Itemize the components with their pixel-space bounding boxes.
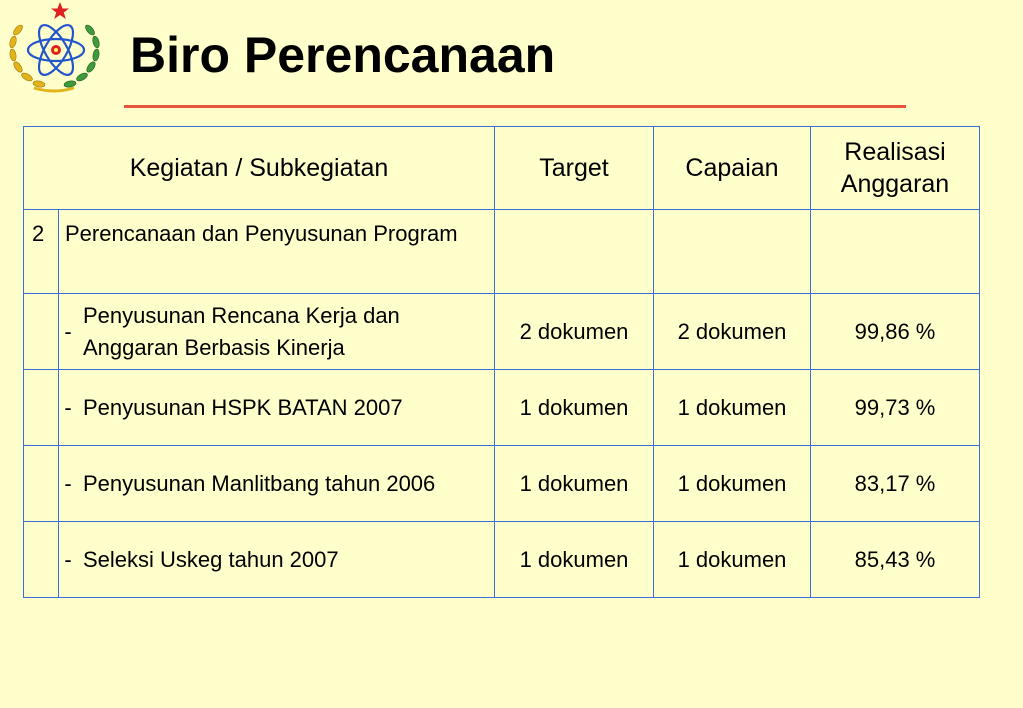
subactivity-target: 2 dokumen (495, 294, 654, 370)
activity-target-cell (495, 210, 654, 294)
subactivity-name: Penyusunan HSPK BATAN 2007 (77, 370, 495, 446)
header-realisasi: Realisasi Anggaran (811, 127, 980, 210)
subactivity-target: 1 dokumen (495, 446, 654, 522)
table-row-main-activity (24, 210, 980, 294)
subactivity-target: 1 dokumen (495, 370, 654, 446)
table-row (24, 294, 980, 370)
header-capaian: Capaian (654, 127, 811, 210)
activity-name: Perencanaan dan Penyusunan Program (59, 210, 495, 294)
subactivity-target: 1 dokumen (495, 522, 654, 598)
header-target: Target (495, 127, 654, 210)
subactivity-name: Seleksi Uskeg tahun 2007 (77, 522, 495, 598)
table-cell-empty (24, 370, 59, 446)
atom-emblem-icon (4, 0, 104, 96)
bullet-dash: - (59, 522, 78, 598)
subactivity-capaian: 1 dokumen (654, 370, 811, 446)
subactivity-capaian: 1 dokumen (654, 446, 811, 522)
activity-realisasi-cell (811, 210, 980, 294)
bullet-dash: - (59, 446, 78, 522)
star-icon (51, 2, 69, 19)
table-cell-empty (24, 522, 59, 598)
activity-number: 2 (24, 210, 59, 294)
table-row (24, 522, 980, 598)
page-title: Biro Perencanaan (130, 27, 556, 83)
table-cell-empty (24, 294, 59, 370)
bullet-dash: - (59, 370, 78, 446)
logo-graphic (4, 0, 104, 96)
subactivity-capaian: 1 dokumen (654, 522, 811, 598)
subactivity-realisasi: 85,43 % (811, 522, 980, 598)
subactivity-name: Penyusunan Manlitbang tahun 2006 (77, 446, 495, 522)
activity-table (23, 126, 980, 598)
header-kegiatan: Kegiatan / Subkegiatan (24, 127, 495, 210)
table-row (24, 370, 980, 446)
bullet-dash: - (59, 294, 78, 370)
subactivity-realisasi: 99,73 % (811, 370, 980, 446)
table-cell-empty (24, 446, 59, 522)
subactivity-realisasi: 83,17 % (811, 446, 980, 522)
subactivity-name: Penyusunan Rencana Kerja dan Anggaran Berbasis Kinerja (77, 294, 495, 370)
subactivity-realisasi: 99,86 % (811, 294, 980, 370)
table-row (24, 446, 980, 522)
subactivity-capaian: 2 dokumen (654, 294, 811, 370)
table-header-row (24, 127, 980, 210)
title-divider (124, 105, 906, 108)
activity-capaian-cell (654, 210, 811, 294)
